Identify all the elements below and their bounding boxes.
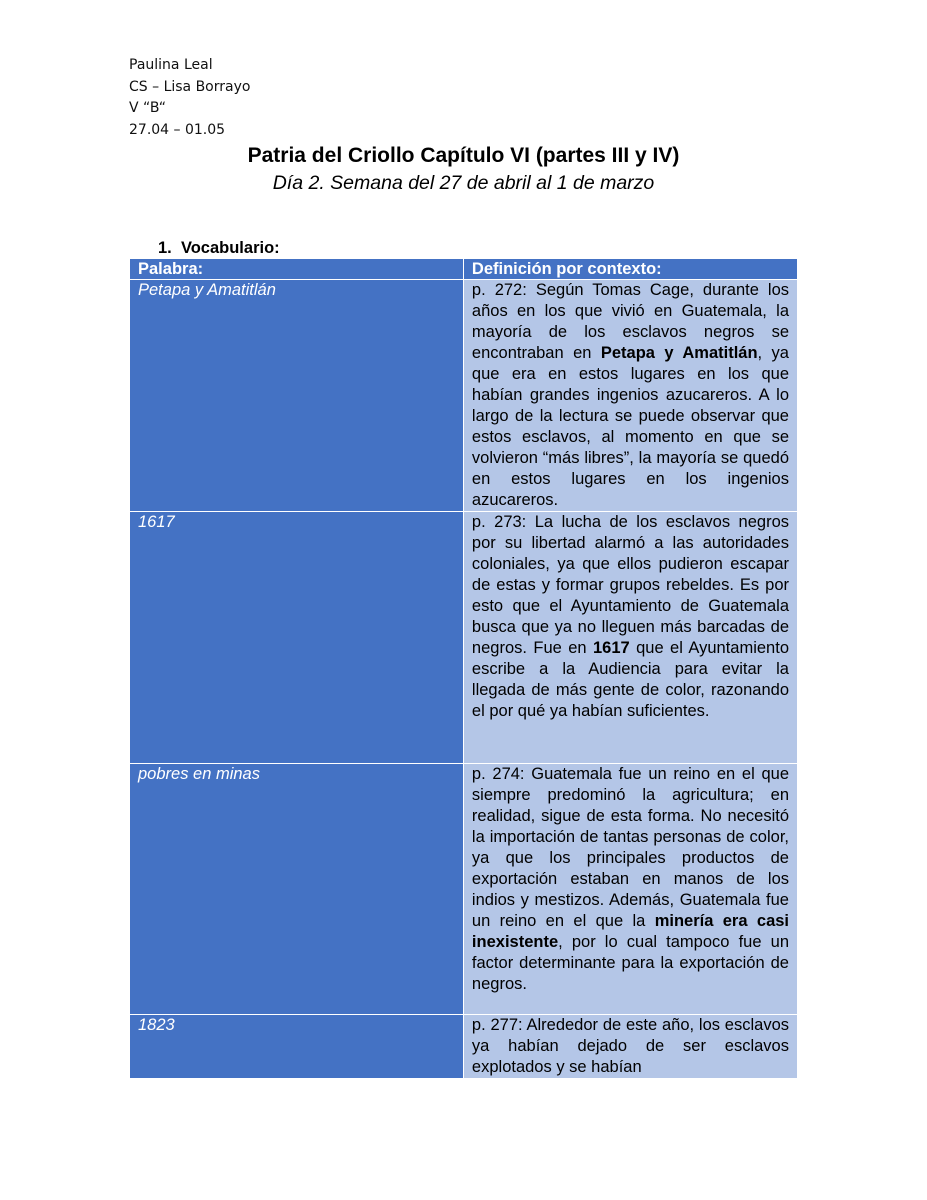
grade-section: V “B“: [129, 100, 166, 116]
table-row: [130, 280, 798, 512]
document-title: Patria del Criollo Capítulo VI (partes III y IV): [247, 144, 680, 167]
table-row: [130, 764, 798, 1015]
vocab-definition: [463, 512, 797, 764]
table-row: [130, 1015, 798, 1079]
vocab-definition: [463, 280, 797, 512]
vocab-word: pobres en minas: [130, 764, 464, 1015]
student-name: Paulina Leal: [129, 57, 213, 73]
definition-text: p. 274: Guatemala fue un reino en el que siempre predominó la agricultura; en realidad, sigue de esta forma. No necesitó la importación de tantas personas de color, ya que los principales productos de exportación estaban en manos de los indios y mestizos. Además, Guatemala fue un reino en el que la: [471, 765, 789, 930]
header-definition: Definición por contexto:: [463, 259, 797, 280]
header-word: Palabra:: [130, 259, 464, 280]
vocab-definition: [463, 1015, 797, 1079]
student-header: [129, 55, 250, 141]
table-row: [130, 512, 798, 764]
definition-highlight: minería era casi inexistente: [471, 912, 790, 951]
definition-text: , por lo cual tampoco fue un factor determinante para la exportación de negros.: [471, 933, 789, 993]
vocabulary-table: [129, 258, 798, 1079]
definition-highlight: Petapa y Amatitlán: [600, 344, 758, 362]
definition-text: p. 277: Alrededor de este año, los esclavos ya habían dejado de ser esclavos explotados y se habían: [471, 1016, 789, 1076]
definition-text: que el Ayuntamiento escribe a la Audiencia para evitar la llegada de más gente de color, razonando el por qué ya habían suficientes.: [471, 639, 789, 720]
section-heading: [158, 239, 280, 258]
section-number: 1.: [158, 239, 172, 257]
definition-text: , ya que era en estos lugares en los que habían grandes ingenios azucareros. A lo largo de la lectura se puede observar que estos esclavos, al momento en que se volvieron “más libres”, la mayoría se quedó en estos lugares en los ingenios azucareros.: [471, 344, 789, 509]
vocab-word: 1823: [130, 1015, 464, 1079]
course-teacher: CS – Lisa Borrayo: [129, 78, 251, 95]
date-range: 27.04 – 01.05: [129, 121, 226, 138]
section-label: Vocabulario:: [180, 239, 280, 257]
vocab-word: 1617: [130, 512, 464, 764]
vocab-word: Petapa y Amatitlán: [130, 280, 464, 512]
vocab-definition: [463, 764, 797, 1015]
table-header-row: [130, 259, 798, 280]
definition-text: p. 273: La lucha de los esclavos negros por su libertad alarmó a las autoridades coloniales, ya que ellos pudieron escapar de estas y formar grupos rebeldes. Es por esto que el Ayuntamiento de Guatemala busca que ya no lleguen más barcadas de negros. Fue en: [471, 513, 789, 657]
definition-highlight: 1617: [592, 639, 630, 657]
document-subtitle: Día 2. Semana del 27 de abril al 1 de marzo: [272, 172, 655, 194]
definition-text: p. 272: Según Tomas Cage, durante los años en los que vivió en Guatemala, la mayoría de los esclavos negros se encontraban en: [471, 281, 789, 362]
